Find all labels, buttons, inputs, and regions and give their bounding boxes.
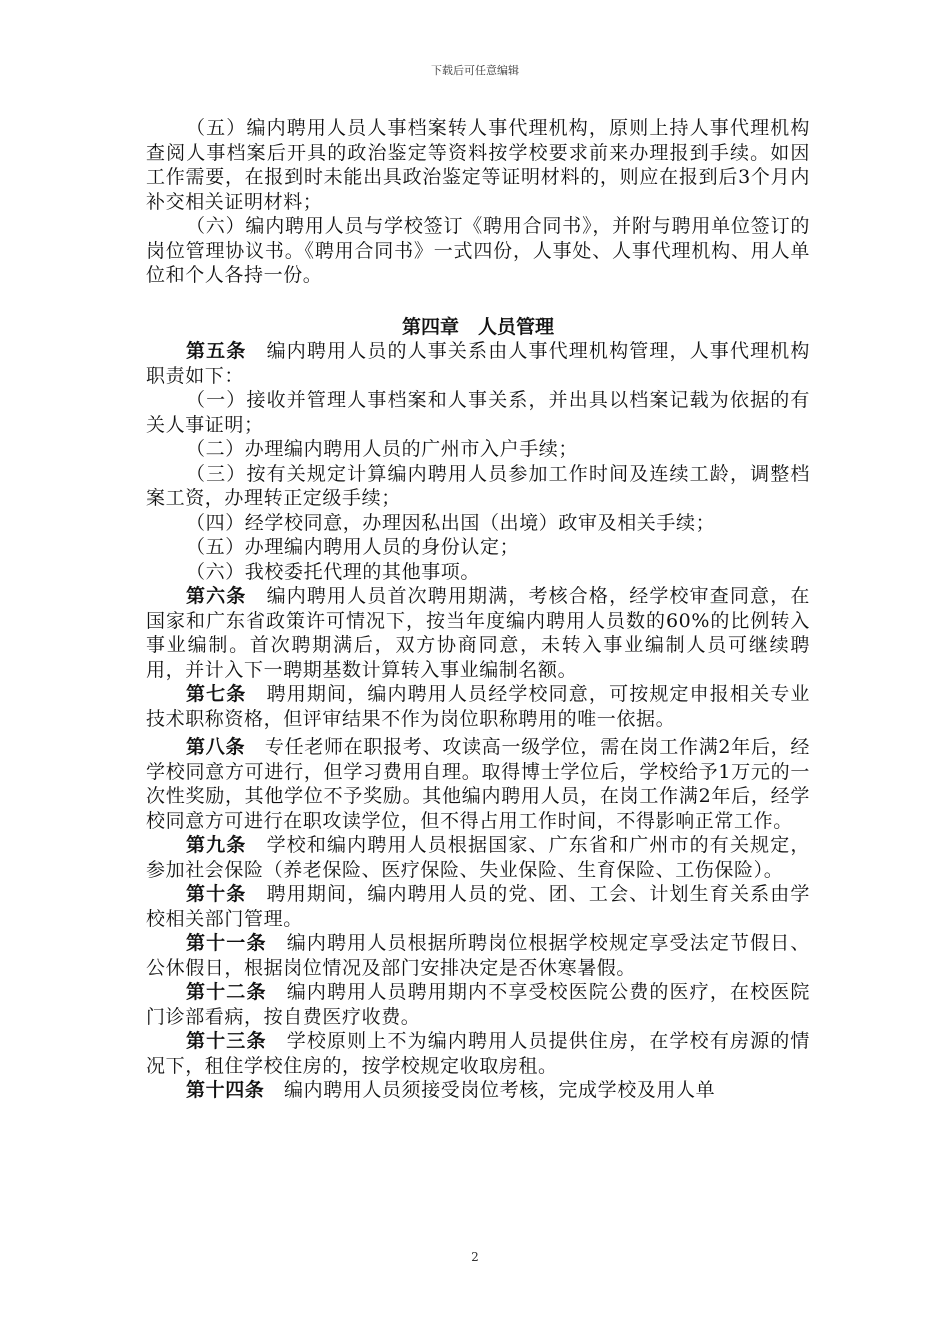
article-label: 第十一条	[186, 932, 267, 954]
article-label: 第六条	[186, 585, 247, 607]
article-text: 聘用期间，编内聘用人员的党、团、工会、计划生育关系由学校相关部门管理。	[146, 883, 810, 930]
document-body	[146, 116, 810, 1103]
article-13	[146, 1029, 810, 1078]
article-9	[146, 833, 810, 882]
article-label: 第十二条	[186, 981, 267, 1003]
article-text: 编内聘用人员根据所聘岗位根据学校规定享受法定节假日、公休假日，根据岗位情况及部门安排决定是否休寒暑假。	[146, 932, 811, 979]
list-item: （二）办理编内聘用人员的广州市入户手续；	[186, 438, 579, 460]
list-item: （三）按有关规定计算编内聘用人员参加工作时间及连续工龄，调整档案工资，办理转正定级手续；	[146, 462, 810, 509]
article-text: 编内聘用人员首次聘用期满，考核合格，经学校审查同意，在国家和广东省政策许可情况下，按当年度编内聘用人员数的60%的比例转入事业编制。首次聘期满后，双方协商同意，未转入事业编制人员可继续聘用，并计入下一聘期基数计算转入事业编制名额。	[146, 585, 810, 681]
article-14	[146, 1078, 810, 1103]
article-text: 编内聘用人员聘用期内不享受校医院公费的医疗，在校医院门诊部看病，按自费医疗收费。	[146, 981, 811, 1028]
article-7	[146, 682, 810, 731]
article-label: 第五条	[186, 340, 247, 362]
article-5	[146, 339, 810, 388]
list-item: （一）接收并管理人事档案和人事关系，并出具以档案记载为依据的有关人事证明；	[146, 389, 810, 436]
article-label: 第十四条	[186, 1079, 265, 1101]
article-text: 学校原则上不为编内聘用人员提供住房，在学校有房源的情况下，租住学校住房的，按学校规定收取房租。	[146, 1030, 811, 1077]
article-label: 第十三条	[186, 1030, 267, 1052]
article-8	[146, 735, 810, 833]
article-label: 第十条	[186, 883, 247, 905]
list-item: （四）经学校同意，办理因私出国（出境）政审及相关手续；	[186, 511, 716, 534]
article-11	[146, 931, 810, 980]
article-12	[146, 980, 810, 1029]
page-number: 2	[471, 1250, 479, 1264]
article-6	[146, 584, 810, 682]
page-header: 下载后可任意编辑	[431, 64, 519, 77]
list-item: （五）办理编内聘用人员的身份认定；	[186, 536, 520, 558]
article-label: 第七条	[186, 683, 247, 705]
article-label: 第八条	[186, 736, 246, 758]
article-10	[146, 882, 810, 931]
article-text: 学校和编内聘用人员根据国家、广东省和广州市的有关规定，参加社会保险（养老保险、医疗保险、失业保险、生育保险、工伤保险）。	[146, 834, 810, 881]
list-item: （六）我校委托代理的其他事项。	[186, 560, 481, 583]
paragraph-item-6: （六）编内聘用人员与学校签订《聘用合同书》，并附与聘用单位签订的岗位管理协议书。《聘用合同书》一式四份，人事处、人事代理机构、用人单位和个人各持一份。	[146, 215, 810, 286]
article-label: 第九条	[186, 834, 247, 856]
article-text: 编内聘用人员须接受岗位考核，完成学校及用人单	[264, 1079, 716, 1101]
article-text: 编内聘用人员的人事关系由人事代理机构管理，人事代理机构职责如下：	[146, 340, 810, 387]
article-text: 聘用期间，编内聘用人员经学校同意，可按规定申报相关专业技术职称资格，但评审结果不作为岗位职称聘用的唯一依据。	[146, 683, 810, 730]
paragraph-item-5: （五）编内聘用人员人事档案转人事代理机构，原则上持人事代理机构查阅人事档案后开具的政治鉴定等资料按学校要求前来办理报到手续。如因工作需要，在报到时未能出具政治鉴定等证明材料的，则应在报到后3个月内补交相关证明材料；	[146, 117, 810, 213]
article-text: 专任老师在职报考、攻读高一级学位，需在岗工作满2年后，经学校同意方可进行，但学习费用自理。取得博士学位后，学校给予1万元的一次性奖励，其他学位不予奖励。其他编内聘用人员，在岗工作满2年后，经学校同意方可进行在职攻读学位，但不得占用工作时间，不得影响正常工作。	[146, 736, 810, 832]
chapter-heading: 第四章 人员管理	[401, 315, 554, 338]
